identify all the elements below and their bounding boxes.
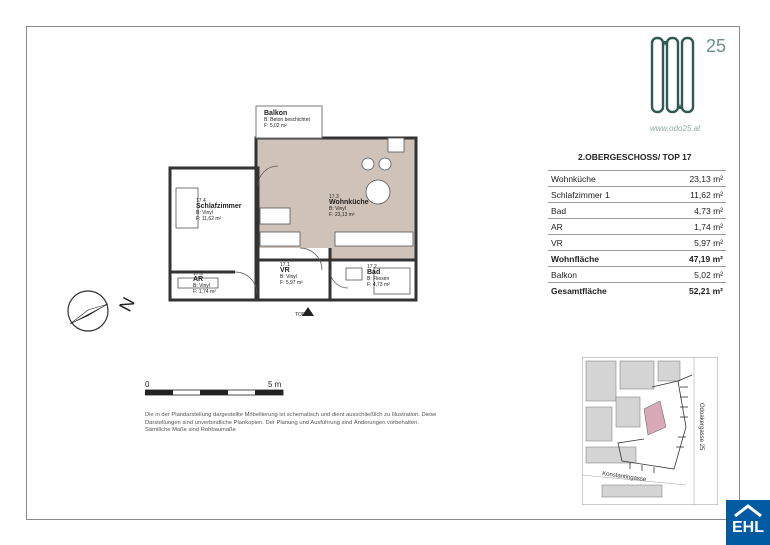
area-name: Schlafzimmer 1 — [548, 187, 658, 203]
area-row — [548, 251, 726, 267]
entrance-label: TOP 17 — [295, 312, 313, 318]
area-value: 47,19 m² — [658, 251, 726, 267]
compass-icon — [64, 288, 116, 334]
area-table — [548, 170, 726, 298]
area-name: Bad — [548, 203, 658, 219]
bad-label: 17.2 Bad B: Fliesen F: 4,73 m² — [367, 264, 390, 288]
ehl-logo[interactable] — [726, 500, 770, 545]
area-row — [548, 283, 726, 299]
ar-label: 17.5 AR B: Vinyl F: 1,74 m² — [193, 271, 216, 295]
logo-number: 25 — [706, 36, 727, 56]
ehl-text: EHL — [732, 519, 764, 536]
schlafzimmer-label: 17.4 Schlafzimmer B: Vinyl F: 11,62 m² — [196, 198, 242, 222]
area-value: 23,13 m² — [658, 171, 726, 187]
area-row — [548, 235, 726, 251]
area-name: AR — [548, 219, 658, 235]
scale-end: 5 m — [268, 380, 282, 389]
site-map — [582, 357, 718, 505]
north-label: N — [115, 293, 139, 315]
area-value: 52,21 m² — [658, 283, 726, 299]
logo-icon — [650, 34, 706, 116]
area-name: Wohnfläche — [548, 251, 658, 267]
balkon-label: Balkon B: Beton beschichtet F: 5,02 m² — [264, 110, 310, 129]
vr-label: 17.1 VR B: Vinyl F: 5,97 m² — [280, 262, 303, 286]
area-row — [548, 219, 726, 235]
wohnkueche-label: 17.3 Wohnküche B: Vinyl F: 23,13 m² — [329, 194, 369, 218]
area-value: 5,02 m² — [658, 267, 726, 283]
website-link[interactable]: www.odo25.at — [650, 124, 701, 133]
area-row — [548, 171, 726, 187]
area-name: Gesamtfläche — [548, 283, 658, 299]
area-name: Balkon — [548, 267, 658, 283]
area-name: VR — [548, 235, 658, 251]
street-odoakergasse: Odoakergasse 25 — [698, 403, 704, 451]
area-value: 4,73 m² — [658, 203, 726, 219]
area-row — [548, 203, 726, 219]
scale-bar — [145, 389, 285, 397]
area-value: 5,97 m² — [658, 235, 726, 251]
disclaimer: Die in der Plandarstellung dargestellte Möbellierung ist schematisch und dient ausschließlich zu Illustration. Diese Darstellungen sind unverbindliche Plankopien. Der Planung und Ausführung sind Änderungen vorbehalten. Sämtliche Maße sind Rohbaumaße — [145, 412, 437, 433]
area-value: 11,62 m² — [658, 187, 726, 203]
house-roof-icon — [733, 503, 763, 517]
street-konstantingasse: Konstantingasse — [601, 471, 647, 484]
scale-start: 0 — [145, 380, 150, 389]
area-name: Wohnküche — [548, 171, 658, 187]
area-value: 1,74 m² — [658, 219, 726, 235]
area-row — [548, 187, 726, 203]
floor-heading: 2.OBERGESCHOSS/ TOP 17 — [578, 152, 692, 162]
area-row — [548, 267, 726, 283]
